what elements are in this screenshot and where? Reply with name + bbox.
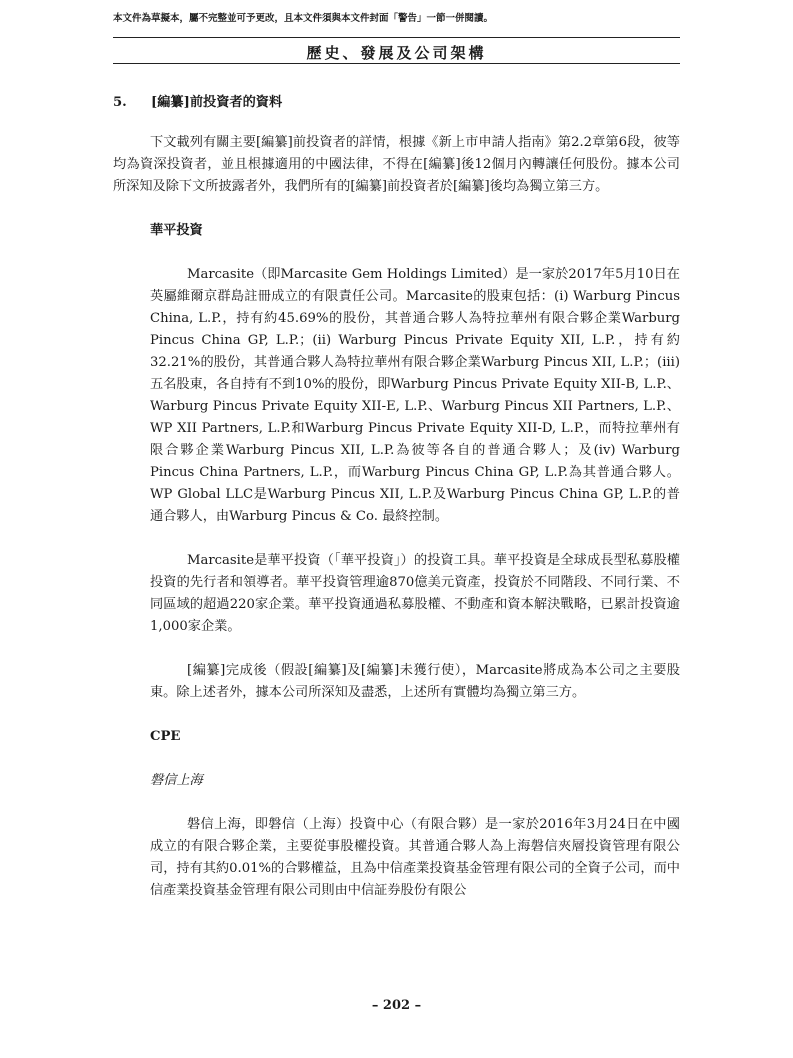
section-title: [編纂]前投資者的資料 <box>151 95 283 110</box>
header-rule-bottom <box>113 63 680 64</box>
hp-paragraph-2: Marcasite是華平投資（「華平投資」）的投資工具。華平投資是全球成長型私募股權投資的先行者和領導者。華平投資管理逾870億美元資產，投資於不同階段、不同行業、不同區域的超過220家企業。華平投資通過私募股權、不動產和資本解決戰略，已累計投資逾1,000家企業。 <box>150 553 680 634</box>
page-number: – 202 – <box>371 998 422 1013</box>
cpe-paragraph-1: 磐信上海，即磐信（上海）投資中心（有限合夥）是一家於2016年3月24日在中國成立的有限合夥企業，主要從事股權投資。其普通合夥人為上海磐信夾層投資管理有限公司，持有其約0.01%的合夥權益，且為中信產業投資基金管理有限公司的全資子公司，而中信產業投資基金管理有限公司則由中信証券股份有限公 <box>150 817 680 898</box>
intro-paragraph: 下文載列有關主要[編纂]前投資者的詳情，根據《新上市申請人指南》第2.2章第6段，彼等均為資深投資者，並且根據適用的中國法律，不得在[編纂]後12個月內轉讓任何股份。據本公司所深知及除下文所披露者外，我們所有的[編纂]前投資者於[編纂]後均為獨立第三方。 <box>113 135 680 194</box>
cpe-subheading: 磐信上海 <box>150 773 203 788</box>
section-number: 5. <box>113 95 127 110</box>
page-content <box>113 92 680 924</box>
section-heading <box>113 92 680 114</box>
page-header-title: 歷史、發展及公司架構 <box>306 44 487 62</box>
cpe-heading: CPE <box>150 729 181 744</box>
hp-paragraph-3: [編纂]完成後（假設[編纂]及[編纂]未獲行使），Marcasite將成為本公司之主要股東。除上述者外，據本公司所深知及盡悉，上述所有實體均為獨立第三方。 <box>150 663 680 700</box>
draft-disclaimer: 本文件為草擬本，屬不完整並可予更改，且本文件須與本文件封面「警告」一節一併閱讀。 <box>113 13 494 24</box>
hp-heading: 華平投資 <box>150 223 203 238</box>
hp-paragraph-1: Marcasite（即Marcasite Gem Holdings Limited）是一家於2017年5月10日在英屬維爾京群島註冊成立的有限責任公司。Marcasite的股東包括：(i) Warburg Pincus China, L.P.，持有約45.69%的股份，其普通合夥人為特拉華州有限合夥企業Warburg Pincus China GP, L.P.；(ii) Warburg Pincus Private Equity XII, L.P.，持有約32.21%的股份，其普通合夥人為特拉華州有限合夥企業Warburg Pincus XII, L.P.；(iii)五名股東，各自持有不到10%的股份，即Warburg Pincus Private Equity XII-B, L.P.、Warburg Pincus Private Equity XII-E, L.P.、Warburg Pincus XII Partners, L.P.、WP XII Partners, L.P.和Warburg Pincus Private Equity XII-D, L.P.，而特拉華州有限合夥企業Warburg Pincus XII, L.P.為彼等各自的普通合夥人；及(iv) Warburg Pincus China Partners, L.P.，而Warburg Pincus China GP, L.P.為其普通合夥人。WP Global LLC是Warburg Pincus XII, L.P.及Warburg Pincus China GP, L.P.的普通合夥人，由Warburg Pincus & Co. 最終控制。 <box>150 267 680 524</box>
header-rule-top <box>113 37 680 38</box>
